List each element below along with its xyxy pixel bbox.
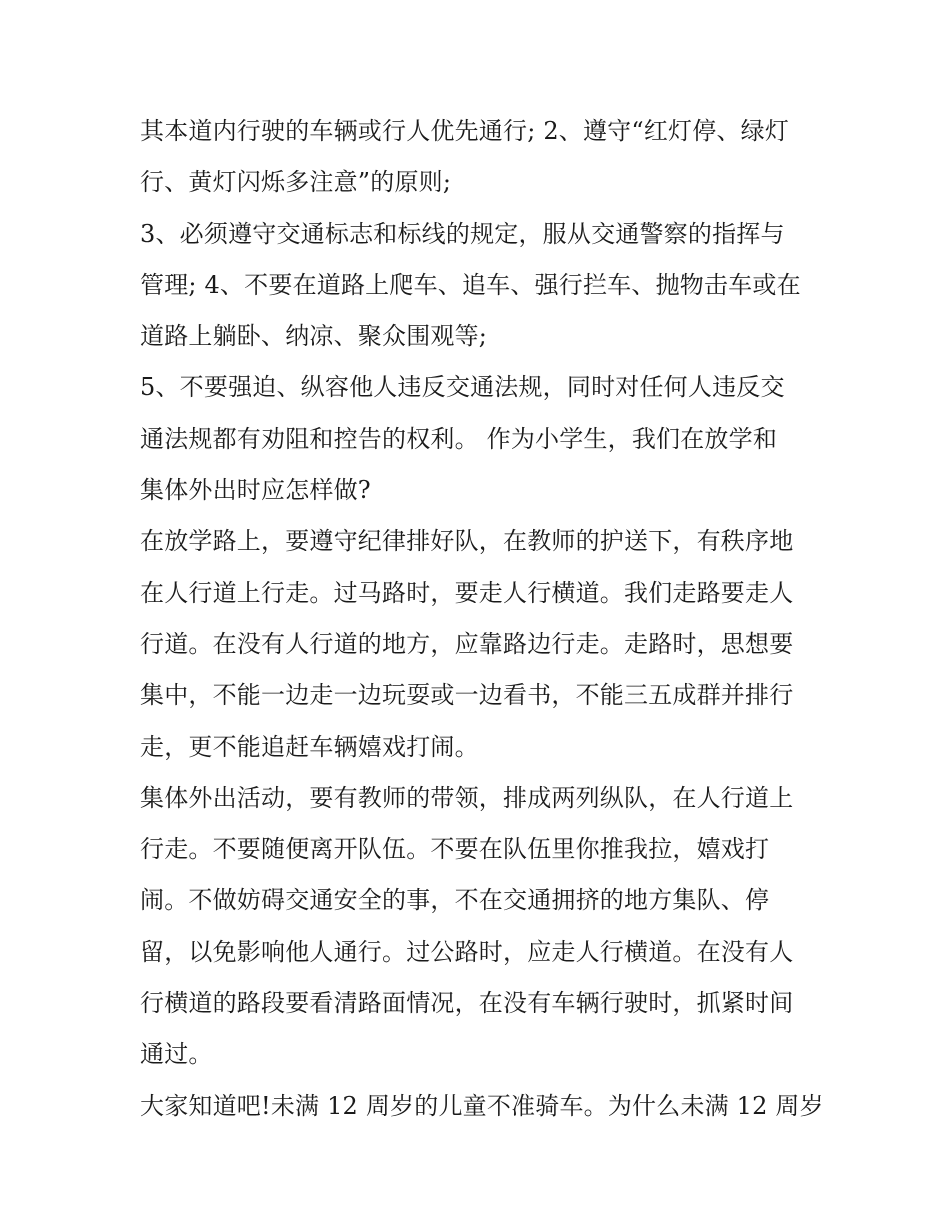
text-line: 在人行道上行走。过马路时，要走人行横道。我们走路要走人 [140, 578, 794, 607]
text-line: 道路上躺卧、纳凉、聚众围观等; [140, 322, 488, 351]
text-line: 管理; 4、不要在道路上爬车、追车、强行拦车、抛物击车或在 [140, 270, 801, 299]
text-line: 行走。不要随便离开队伍。不要在队伍里你推我拉，嬉戏打 [140, 835, 770, 864]
text-line: 集中，不能一边走一边玩耍或一边看书，不能三五成群并排行 [140, 681, 794, 710]
text-line: 通法规都有劝阻和控告的权利。 作为小学生，我们在放学和 [140, 424, 778, 453]
text-line: 通过。 [140, 1040, 213, 1069]
document-body [140, 106, 824, 1132]
text-line: 行、黄灯闪烁多注意”的原则; [140, 168, 452, 197]
text-line: 5、不要强迫、纵容他人违反交通法规，同时对任何人违反交 [140, 373, 785, 402]
text-line: 行道。在没有人行道的地方，应靠路边行走。走路时，思想要 [140, 629, 794, 658]
text-line: 集体外出时应怎样做? [140, 476, 371, 505]
text-line: 其本道内行驶的车辆或行人优先通行; 2、遵守“红灯停、绿灯 [140, 117, 790, 145]
text-line: 大家知道吧!未满 12 周岁的儿童不准骑车。为什么未满 12 周岁 [140, 1091, 824, 1120]
text-line: 留，以免影响他人通行。过公路时，应走人行横道。在没有人 [140, 937, 794, 966]
text-line: 闹。不做妨碍交通安全的事，不在交通拥挤的地方集队、停 [140, 886, 770, 915]
text-line: 3、必须遵守交通标志和标线的规定，服从交通警察的指挥与 [140, 219, 785, 248]
text-line: 在放学路上，要遵守纪律排好队，在教师的护送下，有秩序地 [140, 527, 794, 556]
text-line: 走，更不能追赶车辆嬉戏打闹。 [140, 732, 479, 761]
text-line: 行横道的路段要看清路面情况，在没有车辆行驶时，抓紧时间 [140, 989, 794, 1018]
text-line: 集体外出活动，要有教师的带领，排成两列纵队，在人行道上 [140, 783, 794, 812]
